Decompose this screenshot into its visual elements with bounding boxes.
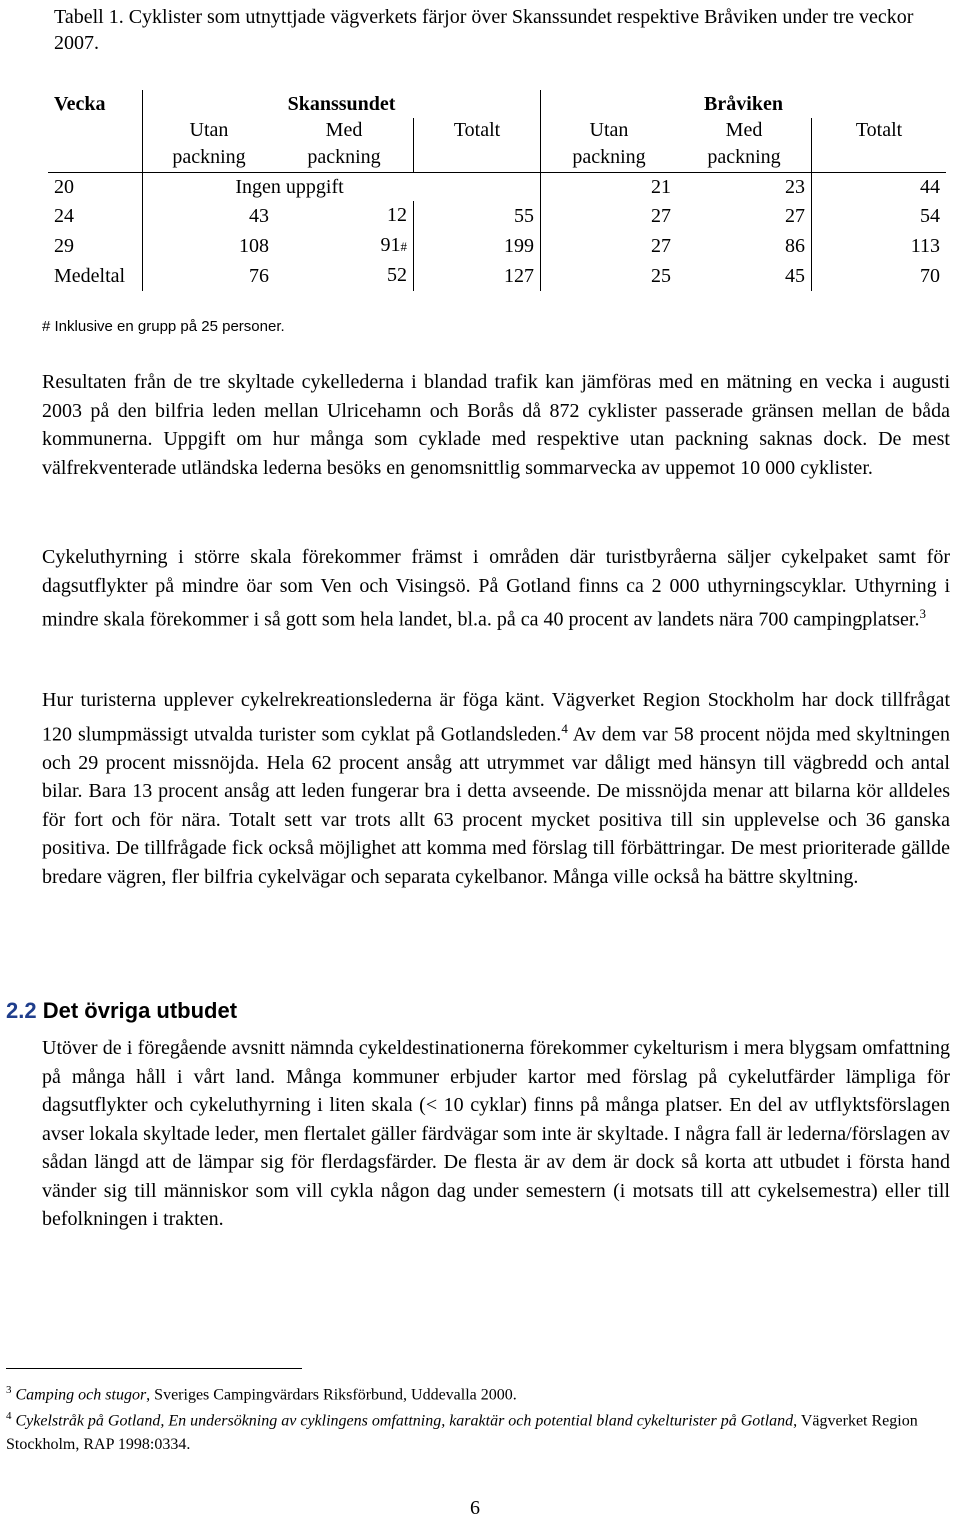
section-heading: 2.2 Det övriga utbudet (6, 998, 238, 1023)
sub-packning: packning (143, 142, 276, 173)
cell-value: 127 (414, 261, 541, 291)
cell-value: 86 (677, 231, 812, 261)
sub-totalt: Totalt (414, 118, 541, 142)
header-vecka: Vecka (48, 90, 143, 118)
paragraph: Hur turisterna upplever cykelrekreationslederna är föga känt. Vägverket Region Stockholm har dock tillfrågat 120 slumpmässigt utvalda turister som cyklat på Gotlandsleden.$^4$ Av dem var 58 procent nöjda med skyltningen och 29 procent missnöjda. Hela 62 procent ansåg att utrymmet var dåligt med hänsyn till vägbredd och antal bilar. Bara 13 procent ansåg att leden fungerar bra i detta avseende. De missnöjda menar att bilarna kör alldeles för fort och för nära. Totalt sett var trots allt 63 procent mycket positiva till sin upplevelse och 36 ganska positiva. De tillfrågade fick också möjlighet att komma med förslag till förbättringar. De mest prioriterade gällde bredare vägren, fler bilfria cykelvägar och separata cykelbanor. Många ville också ha bättre skyltning. (42, 689, 950, 888)
sub-totalt: Totalt (855, 119, 903, 141)
sub-packning: packning (275, 142, 414, 173)
sub-med: Med (677, 118, 812, 142)
cell-value: 44 (920, 176, 940, 198)
sub-utan: Utan (589, 119, 629, 141)
cell-value: 43 (249, 205, 269, 227)
cell-value: 55 (414, 201, 541, 231)
cell-value: 70 (920, 265, 940, 287)
footnote-ref: 3 (919, 606, 926, 621)
paragraph: Utöver de i föregående avsnitt nämnda cykeldestinationerna förekommer cykelturism i mera blygsam omfattning på många håll i vårt land. Många kommuner erbjuder kartor med förslag på cykelutfärder lämpliga för dagsutflykter och cykeluthyrning i liten skala (< 10 cyklar) finns på många platser. En del av utflyktsförslagen avser lokala skyltade leder, men flertalet gäller färdvägar som inte är skyltade. I några fall är lederna/förslagen av sådan längd att de lämpar sig för flerdagsfärder. De flesta är av dem är dock så korta att utbudet i första hand vänder sig till människor som vill cykla någon dag under semestern (i motsats till att cykelsemestra) eller till befolkningen i trakten. (42, 1037, 950, 1230)
table-row (48, 261, 946, 291)
paragraph: Resultaten från de tre skyltade cykellederna i blandad trafik kan jämföras med en mätning en vecka i augusti 2003 på den bilfria leden mellan Ulricehamn och Borås då 872 cyklister passerade gränsen mellan de båda kommunerna. Uppgift om hur många som cyklade med respektive utan packning saknas dock. De mest välfrekventerade utländska lederna besöks en genomsnittlig sommarvecka av uppemot 10 000 cyklister. (42, 371, 950, 479)
footnote-divider (6, 1368, 302, 1369)
cell-value: 52 (275, 261, 414, 291)
cell-value: 12 (275, 201, 414, 231)
table-note: # Inklusive en grupp på 25 personer. (42, 318, 285, 335)
cell-value: 45 (677, 261, 812, 291)
header-braviken: Bråviken (704, 93, 783, 115)
cell-value: 91# (275, 231, 414, 261)
sub-packning: packning (541, 142, 678, 173)
sub-med: Med (275, 118, 414, 142)
ferry-cyclists-table (48, 90, 946, 291)
table-caption: Tabell 1. Cyklister som utnyttjade vägverkets färjor över Skanssundet respektive Bråviken under tre veckor 2007. (54, 6, 914, 54)
sub-packning: packning (677, 142, 812, 173)
cell-value: 108 (239, 235, 269, 257)
footnote: $^4$ Cykelstråk på Gotland, En undersökning av cyklingens omfattning, karaktär och potential bland cykelturister på Gotland, Vägverket Region Stockholm, RAP 1998:0334. (6, 1410, 918, 1454)
cell-vecka: Medeltal (48, 261, 143, 291)
cell-value: 27 (651, 205, 671, 227)
cell-value: 113 (910, 235, 940, 257)
footnote: $^3$ Camping och stugor, Sveriges Campingvärdars Riksförbund, Uddevalla 2000. (6, 1384, 517, 1404)
paragraph: Cykeluthyrning i större skala förekommer främst i områden där turistbyråerna säljer cykelpaket samt för dagsutflykter på mindre öar som Ven och Visingsö. På Gotland finns ca 2 000 uthyrningscyklar. Uthyrning i mindre skala förekommer i så gott som hela landet, bl.a. på ca 40 procent av landets nära 700 campingplatser.$^3$ (42, 546, 950, 631)
header-skanssundet: Skanssundet (143, 90, 541, 118)
cell-vecka: 20 (48, 173, 143, 202)
cell-value: 25 (651, 265, 671, 287)
cell-value: 21 (651, 176, 671, 198)
cell-value: 199 (414, 231, 541, 261)
cell-vecka: 24 (48, 201, 143, 231)
cell-value: 27 (651, 235, 671, 257)
sub-utan: Utan (189, 119, 229, 141)
cell-vecka: 29 (48, 231, 143, 261)
page-number: 6 (470, 1497, 480, 1519)
cell-value: 23 (677, 173, 812, 202)
table-row (48, 231, 946, 261)
cell-value: 54 (920, 205, 940, 227)
table-row (48, 201, 946, 231)
cell-value: 76 (249, 265, 269, 287)
cell-value: 27 (677, 201, 812, 231)
footnote-ref: 4 (561, 720, 568, 736)
cell-ingen-uppgift: Ingen uppgift (143, 173, 541, 202)
